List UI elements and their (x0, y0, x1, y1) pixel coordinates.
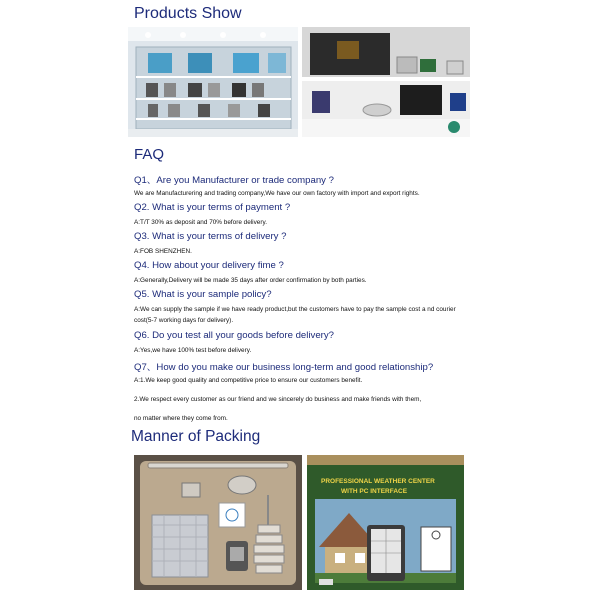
faq-question-2: Q2. What is your terms of payment ? (134, 202, 291, 213)
faq-question-4: Q4. How about your delivery fime ? (134, 260, 284, 271)
showroom-photo-right (302, 27, 470, 137)
faq-question-7: Q7、How do you make our business long-term and good relationship? (134, 362, 434, 373)
faq-answer-6: A:Yes,we have 100% test before delivery. (134, 347, 252, 354)
packing-tray-photo (134, 455, 302, 590)
faq-answer-7-line-2: 2.We respect every customer as our friend and we sincerely do business and make friends with them, (134, 396, 422, 403)
faq-answer-1: We are Manufacturering and trading company,We have our own factory with import and export rights. (134, 190, 420, 197)
showroom-photo-left (128, 27, 298, 137)
packing-title: Manner of Packing (131, 428, 261, 445)
retail-box-photo (307, 455, 464, 590)
faq-title: FAQ (134, 146, 165, 163)
faq-answer-4: A:Generally,Delivery will be made 35 days after order confirmation by both parties. (134, 277, 367, 284)
faq-question-3: Q3. What is your terms of delivery ? (134, 231, 287, 242)
faq-answer-3: A:FOB SHENZHEN. (134, 248, 192, 255)
box-headline: PROFESSIONAL WEATHER CENTER (321, 478, 435, 485)
faq-answer-5: A:We can supply the sample if we have ready product,but the customers have to pay the sample cost a nd courier cost(5-7 working days for delivery). (134, 306, 456, 324)
faq-question-5: Q5. What is your sample policy? (134, 289, 272, 300)
faq-answer-7: A:1.We keep good quality and competitive price to ensure our customers benefit. (134, 377, 363, 384)
box-subheadline: WITH PC INTERFACE (341, 488, 408, 495)
products-show-title: Products Show (134, 5, 242, 22)
faq-question-1: Q1、Are you Manufacturer or trade company ? (134, 175, 334, 186)
faq-answer-2: A:T/T 30% as deposit and 70% before delivery. (134, 219, 267, 226)
faq-answer-7-line-3: no matter where they come from. (134, 415, 228, 422)
faq-question-6: Q6. Do you test all your goods before delivery? (134, 330, 334, 341)
